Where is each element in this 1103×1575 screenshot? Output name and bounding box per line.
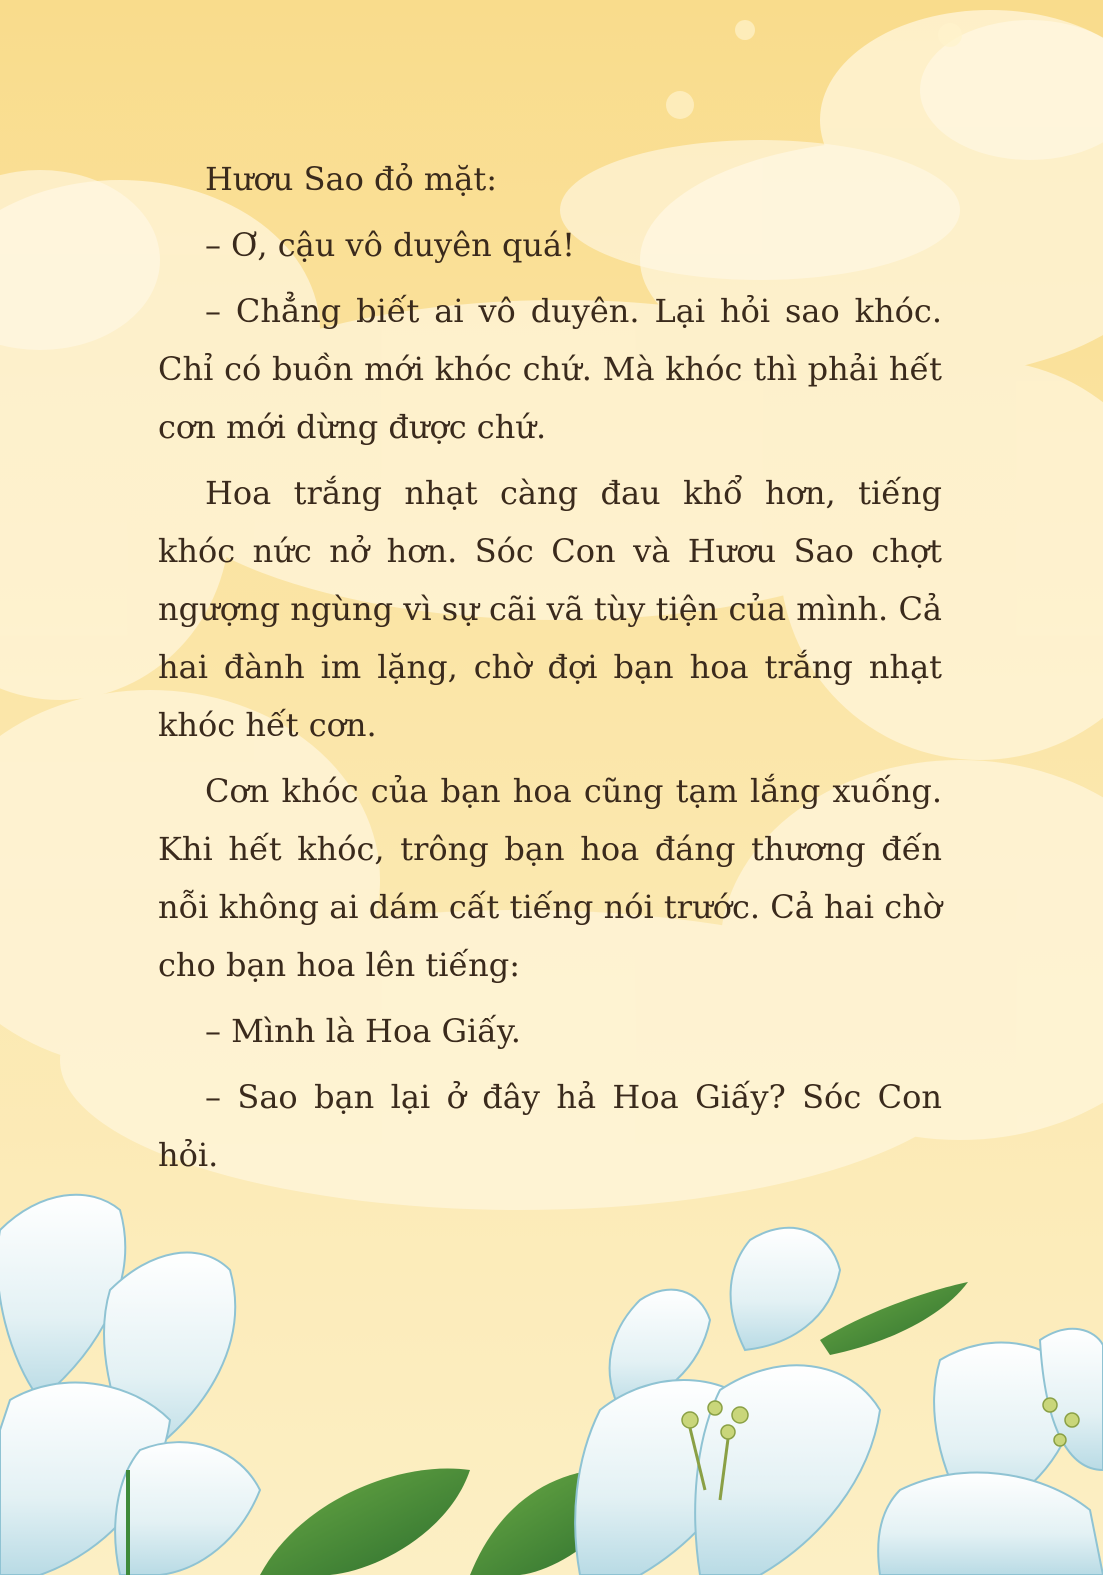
story-text: [158, 150, 942, 1192]
leaf-shape: [260, 1468, 470, 1575]
bougainvillea-illustration: [0, 1170, 1103, 1575]
paragraph: Hươu Sao đỏ mặt:: [205, 160, 497, 198]
leaf-shape: [820, 1282, 968, 1355]
paragraph: – Mình là Hoa Giấy.: [205, 1012, 521, 1050]
paragraph: – Chẳng biết ai vô duyên. Lại hỏi sao khóc. Chỉ có buồn mới khóc chứ. Mà khóc thì phải hết cơn mới dừng được chứ.: [158, 292, 942, 446]
paragraph: Cơn khóc của bạn hoa cũng tạm lắng xuống. Khi hết khóc, trông bạn hoa đáng thương đến nỗi không ai dám cất tiếng nói trước. Cả hai chờ cho bạn hoa lên tiếng:: [158, 772, 942, 984]
paragraph: Hoa trắng nhạt càng đau khổ hơn, tiếng khóc nức nở hơn. Sóc Con và Hươu Sao chợt ngượng ngùng vì sự cãi vã tùy tiện của mình. Cả hai đành im lặng, chờ đợi bạn hoa trắng nhạt khóc hết cơn.: [158, 474, 942, 744]
paragraph: – Ơ, cậu vô duyên quá!: [205, 226, 575, 264]
paragraph: – Sao bạn lại ở đây hả Hoa Giấy? Sóc Con hỏi.: [158, 1078, 942, 1174]
